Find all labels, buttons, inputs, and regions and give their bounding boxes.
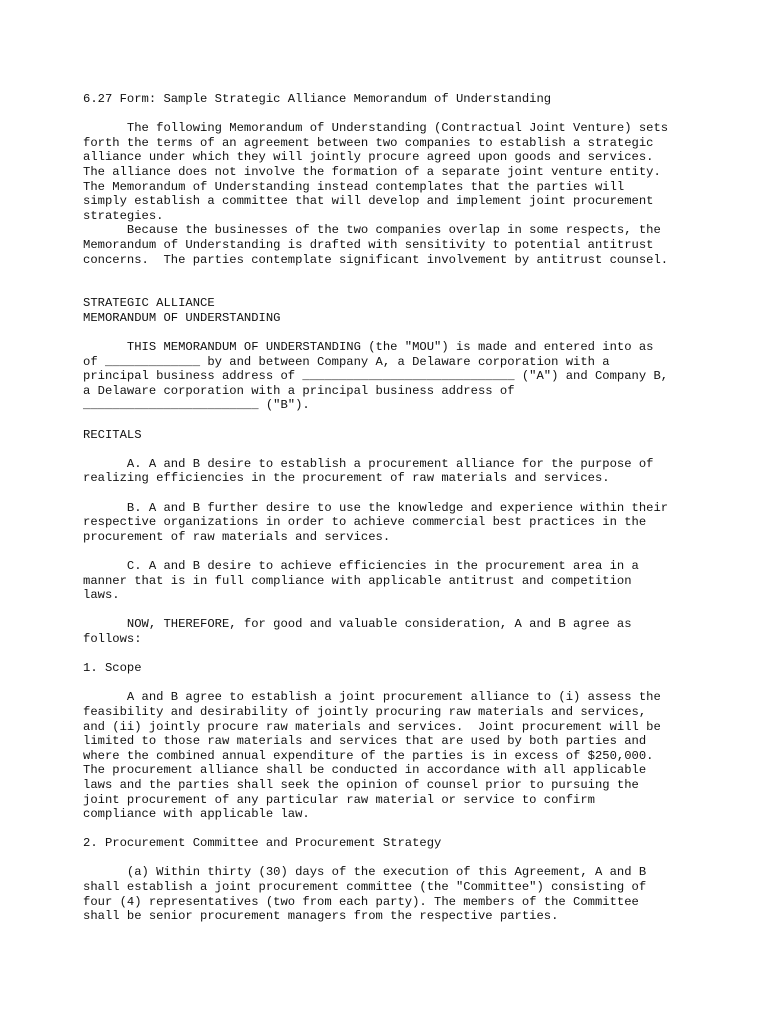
- document-title: STRATEGIC ALLIANCE MEMORANDUM OF UNDERSTANDING: [83, 296, 281, 325]
- form-heading: 6.27 Form: Sample Strategic Alliance Memorandum of Understanding: [83, 92, 552, 106]
- intro-paragraph-1: The following Memorandum of Understanding (Contractual Joint Venture) sets forth the terms of an agreement between two companies to establish a strategic alliance under which they will jointly procure agreed upon goods and services. The alliance does not involve the formation of a separate joint venture entity. The Memorandum of Understanding instead contemplates that the parties will simply establish a committee that will develop and implement joint procurement strategies.: [83, 121, 669, 223]
- section-1-heading: 1. Scope: [83, 661, 142, 676]
- recital-b: B. A and B further desire to use the knowledge and experience within their respective organizations in order to achieve commercial best practices in the procurement of raw materials and services.: [83, 500, 669, 544]
- section-2-heading: 2. Procurement Committee and Procurement Strategy: [83, 836, 442, 851]
- section-2-body: (a) Within thirty (30) days of the execution of this Agreement, A and B shall establish a joint procurement committee (the "Committee") consisting of four (4) representatives (two from each party). The members of the Committee shall be senior procurement managers from the respective parties.: [83, 865, 647, 924]
- now-therefore-paragraph: NOW, THEREFORE, for good and valuable consideration, A and B agree as follows:: [83, 617, 632, 646]
- opening-paragraph: THIS MEMORANDUM OF UNDERSTANDING (the "MOU") is made and entered into as of _____________ by and between Company A, a Delaware corporation with a principal business address of _____________________________ ("A") and Company B, a Delaware corporation with a principal business address of ________________________ ("B").: [83, 340, 669, 413]
- recitals-heading: RECITALS: [83, 427, 142, 442]
- document-page: [83, 92, 693, 924]
- section-1-body: A and B agree to establish a joint procurement alliance to (i) assess the feasibility and desirability of jointly procuring raw materials and services, and (ii) jointly procure raw materials and services. Joint procurement will be limited to those raw materials and services that are used by both parties and where the combined annual expenditure of the parties is in excess of $250,000. The procurement alliance shall be conducted in accordance with all applicable laws and the parties shall seek the opinion of counsel prior to pursuing the joint procurement of any particular raw material or service to confirm compliance with applicable law.: [83, 690, 661, 822]
- recital-c: C. A and B desire to achieve efficiencies in the procurement area in a manner that is in full compliance with applicable antitrust and competition laws.: [83, 559, 639, 603]
- intro-paragraph-2: Because the businesses of the two companies overlap in some respects, the Memorandum of Understanding is drafted with sensitivity to potential antitrust concerns. The parties contemplate significant involvement by antitrust counsel.: [83, 223, 669, 267]
- recital-a: A. A and B desire to establish a procurement alliance for the purpose of realizing efficiencies in the procurement of raw materials and services.: [83, 456, 654, 486]
